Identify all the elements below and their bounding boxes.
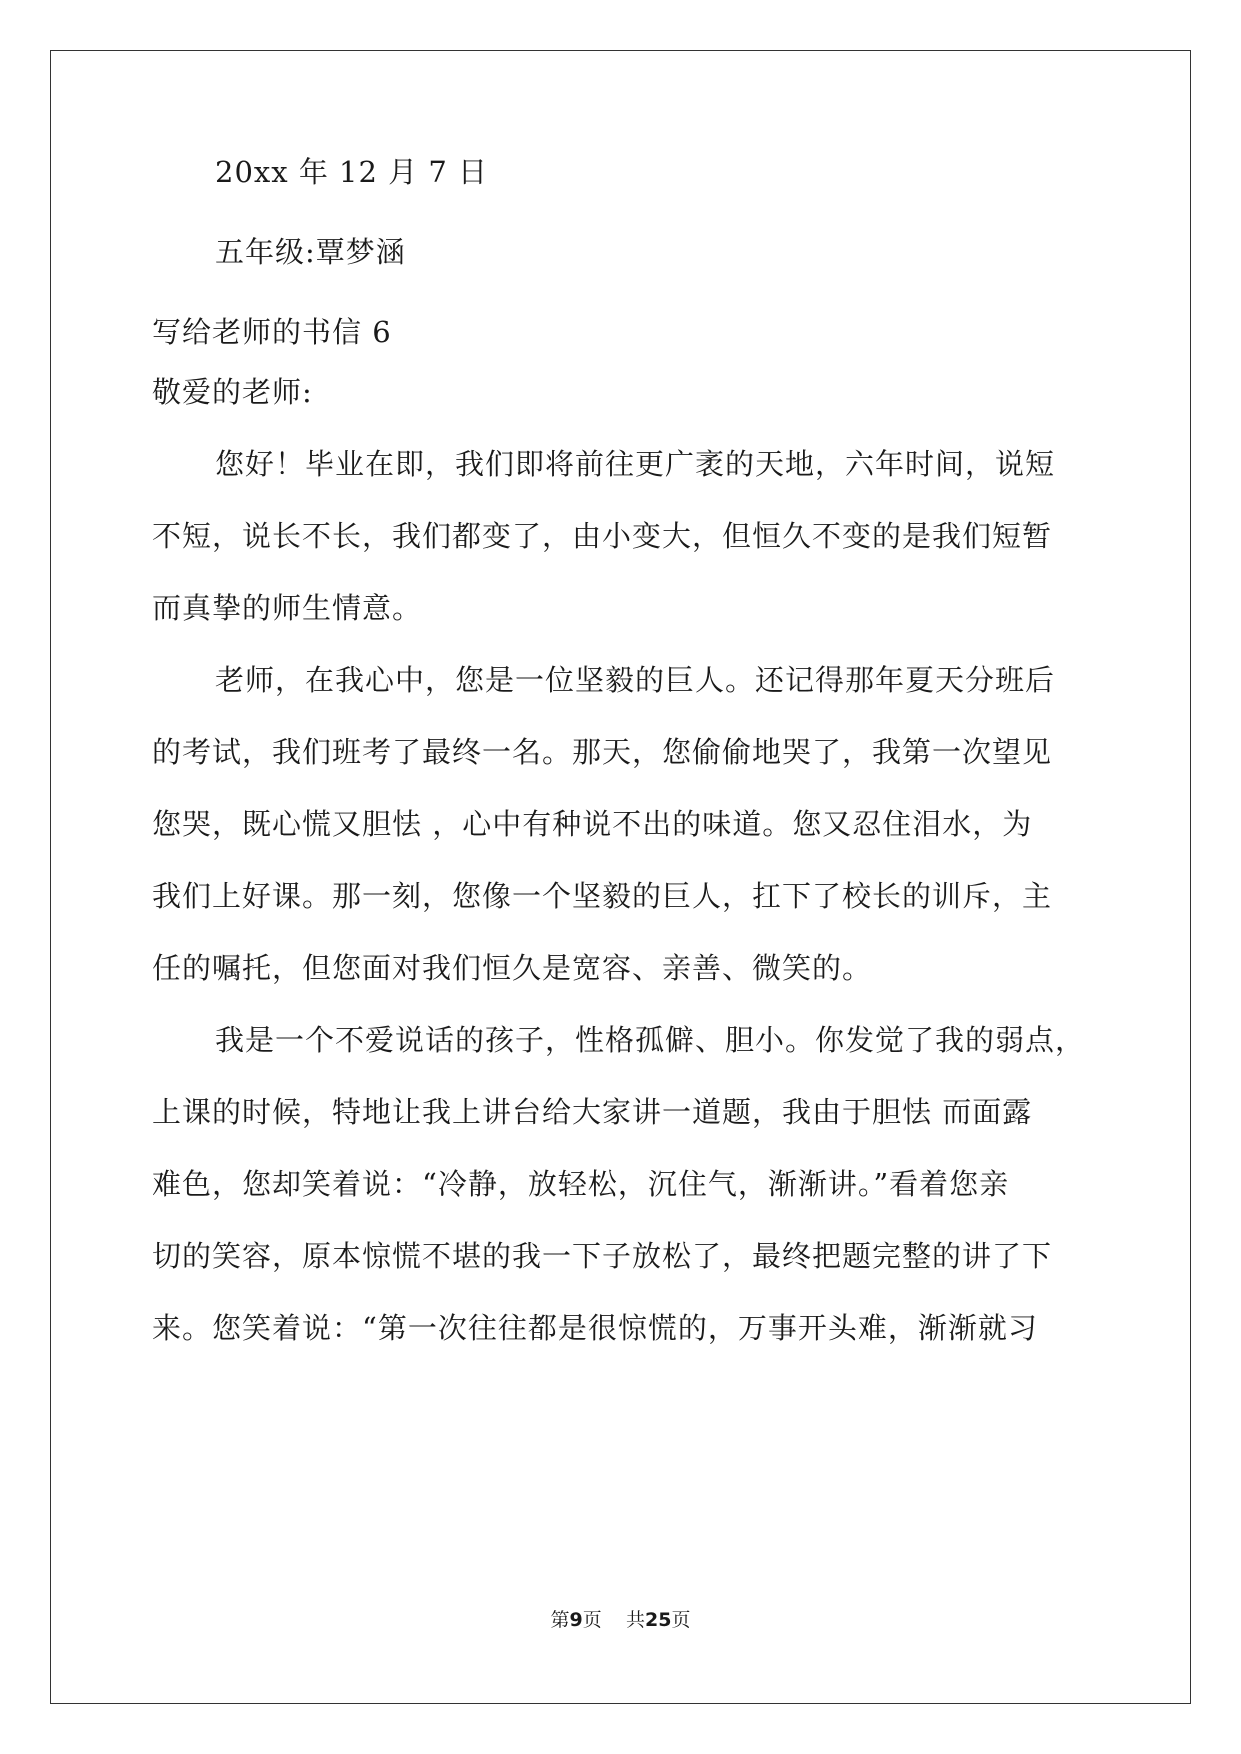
paragraph-line: 难色，您却笑着说：“冷静，放轻松，沉住气，渐渐讲。”看着您亲: [152, 1167, 1010, 1201]
author-line: 五年级:覃梦涵: [215, 235, 406, 269]
date-line: 20xx 年 12 月 7 日: [215, 155, 489, 189]
page-footer: [0, 1608, 1241, 1632]
paragraph-line: 我们上好课。那一刻，您像一个坚毅的巨人，扛下了校长的训斥，主: [152, 879, 1053, 913]
paragraph-line: 不短，说长不长，我们都变了，由小变大，但恒久不变的是我们短暂: [152, 519, 1053, 553]
paragraph-line: 老师，在我心中，您是一位坚毅的巨人。还记得那年夏天分班后: [215, 663, 1056, 697]
paragraph-line: 来。您笑着说：“第一次往往都是很惊慌的，万事开头难，渐渐就习: [152, 1311, 1038, 1345]
footer-page-suffix: 页: [582, 1609, 602, 1631]
paragraph-line: 而真挚的师生情意。: [152, 591, 423, 625]
paragraph-line: 上课的时候，特地让我上讲台给大家讲一道题，我由于胆怯 而面露: [152, 1095, 1033, 1129]
paragraph-line: 的考试，我们班考了最终一名。那天，您偷偷地哭了，我第一次望见: [152, 735, 1053, 769]
paragraph-line: 您好！毕业在即，我们即将前往更广袤的天地，六年时间，说短: [215, 447, 1056, 481]
salutation: 敬爱的老师:: [152, 375, 313, 409]
paragraph-line: 我是一个不爱说话的孩子，性格孤僻、胆小。你发觉了我的弱点，: [215, 1023, 1086, 1057]
footer-total-prefix: 共: [625, 1609, 645, 1631]
paragraph-line: 任的嘱托，但您面对我们恒久是宽容、亲善、微笑的。: [152, 951, 873, 985]
footer-total-suffix: 页: [671, 1609, 691, 1631]
footer-page-prefix: 第: [550, 1609, 570, 1631]
total-page-count: 25: [644, 1609, 672, 1631]
paragraph-line: 切的笑容，原本惊慌不堪的我一下子放松了，最终把题完整的讲了下: [152, 1239, 1053, 1273]
current-page-number: 9: [569, 1609, 583, 1631]
paragraph-line: 您哭，既心慌又胆怯 ，心中有种说不出的味道。您又忍住泪水，为: [152, 807, 1033, 841]
letter-title: 写给老师的书信 6: [152, 315, 392, 349]
